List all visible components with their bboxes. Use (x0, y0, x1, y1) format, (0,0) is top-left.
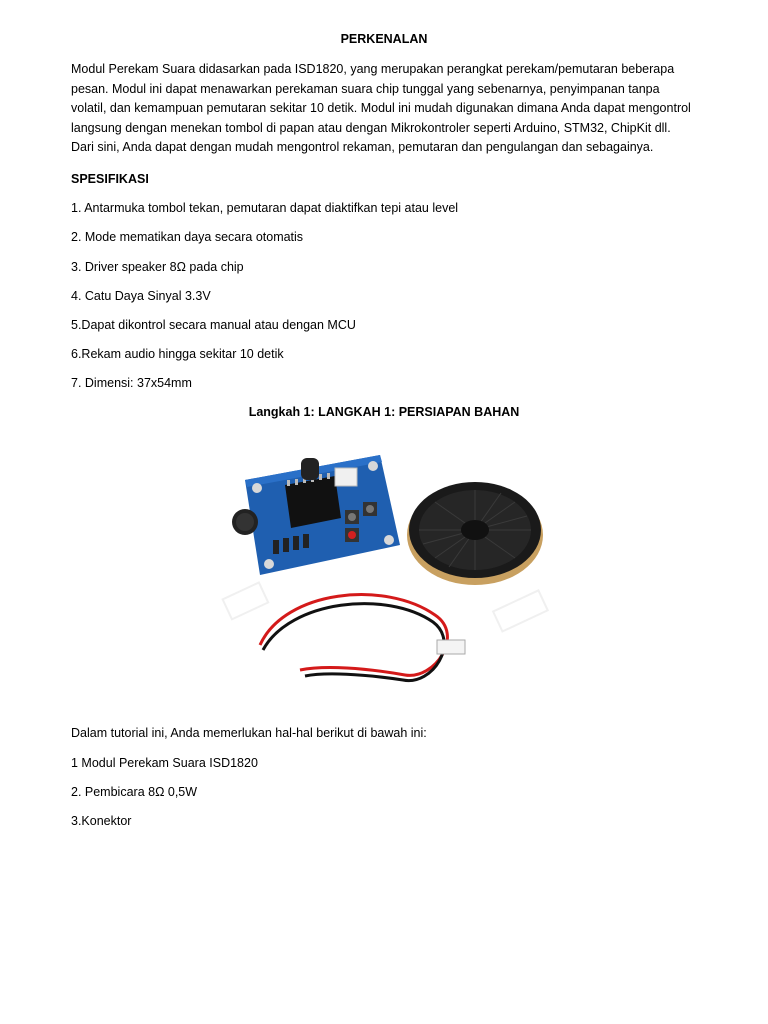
material-item: 3.Konektor (71, 814, 132, 828)
material-item: 2. Pembicara 8Ω 0,5W (71, 785, 198, 799)
spec-item: 7. Dimensi: 37x54mm (71, 376, 192, 390)
speaker-graphic (407, 482, 543, 585)
connector-cable-graphic (260, 595, 465, 681)
intro-line: langsung dengan menekan tombol di papan atau dengan Mikrokontroler seperti Arduino, STM32, ChipKit dll. (71, 120, 671, 135)
spec-item: 1. Antarmuka tombol tekan, pemutaran dapat diaktifkan tepi atau level (71, 201, 459, 215)
materials-intro: Dalam tutorial ini, Anda memerlukan hal-hal berikut di bawah ini: (71, 726, 427, 740)
spec-item: 5.Dapat dikontrol secara manual atau dengan MCU (71, 318, 356, 332)
spec-item: 6.Rekam audio hingga sekitar 10 detik (71, 347, 284, 361)
intro-line: Dari sini, Anda dapat dengan mudah mengontrol rekaman, pemutaran dan pengulangan dan sebagainya. (71, 140, 654, 154)
spec-heading: SPESIFIKASI (71, 172, 149, 186)
spec-item: 2. Mode mematikan daya secara otomatis (71, 230, 304, 244)
spec-item: 4. Catu Daya Sinyal 3.3V (71, 289, 211, 303)
step-heading: Langkah 1: LANGKAH 1: PERSIAPAN BAHAN (248, 405, 520, 419)
intro-paragraph (71, 60, 711, 158)
intro-line: Modul Perekam Suara didasarkan pada ISD1820, yang merupakan perangkat perekam/pemutaran beberapa (71, 62, 675, 76)
page-title: PERKENALAN (340, 32, 428, 46)
material-item: 1 Modul Perekam Suara ISD1820 (71, 756, 258, 770)
spec-item: 3. Driver speaker 8Ω pada chip (71, 260, 244, 274)
watermark-graphic (223, 582, 548, 631)
isd1820-module-graphic (232, 455, 400, 575)
intro-line: pesan. Modul ini dapat menawarkan perekaman suara chip tunggal yang sebenarnya, penyimpanan tanpa (71, 81, 660, 96)
intro-line: volatil, dan kemampuan pemutaran sekitar 10 detik. Modul ini mudah digunakan dimana Anda dapat mengontrol (71, 101, 691, 115)
materials-photo (205, 440, 565, 690)
